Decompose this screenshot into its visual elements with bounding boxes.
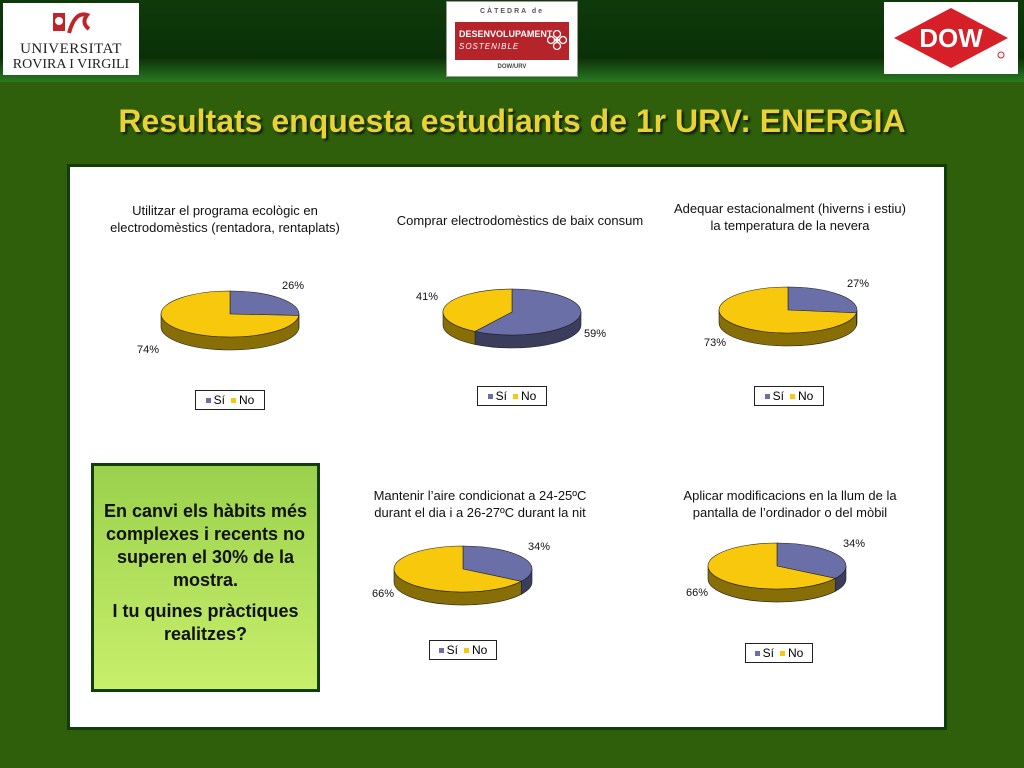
legend-item bbox=[755, 646, 774, 660]
pie-label-no: 74% bbox=[137, 344, 160, 356]
summary-note bbox=[91, 463, 320, 692]
pie-label-si: 34% bbox=[843, 538, 866, 550]
pie-label-si: 59% bbox=[584, 328, 607, 340]
pie-label-no: 66% bbox=[372, 588, 395, 600]
legend-label: Sí bbox=[446, 643, 458, 657]
legend-swatch bbox=[780, 651, 785, 656]
catedra-logo-line3: SOSTENIBLE bbox=[459, 42, 520, 51]
chart-title: Comprar electrodomèstics de baix consum bbox=[396, 213, 644, 228]
urv-logo-line1: UNIVERSITAT bbox=[20, 41, 122, 57]
legend-label: No bbox=[472, 643, 488, 657]
summary-note-line1: En canvi els hàbits més complexes i recents no superen el 30% de la mostra. bbox=[103, 501, 308, 590]
legend-label: Sí bbox=[762, 646, 774, 660]
catedra-logo-line1: CÀTEDRA de bbox=[479, 8, 545, 15]
pie-label-no: 73% bbox=[704, 337, 727, 349]
chart-title: Aplicar modificacions en la llum de la pantalla de l’ordinador o del mòbil bbox=[683, 488, 897, 520]
chart-title: Adequar estacionalment (hiverns i estiu) la temperatura de la nevera bbox=[674, 201, 906, 233]
legend-label: No bbox=[239, 393, 255, 407]
legend-label: Sí bbox=[213, 393, 225, 407]
legend-label: Sí bbox=[772, 389, 784, 403]
legend-label: No bbox=[798, 389, 814, 403]
pie-label-no: 41% bbox=[416, 291, 439, 303]
pie-label-si: 27% bbox=[847, 278, 870, 290]
legend-item bbox=[780, 646, 803, 660]
legend-label: Sí bbox=[495, 389, 507, 403]
pie-label-si: 26% bbox=[282, 280, 305, 292]
legend-swatch bbox=[755, 651, 760, 656]
pie-label-si: 34% bbox=[528, 541, 551, 553]
catedra-logo-line4: DOW/URV bbox=[497, 64, 527, 70]
summary-note-line2: I tu quines pràctiques realitzes? bbox=[112, 601, 299, 644]
chart-title: Utilitzar el programa ecològic en electrodomèstics (rentadora, rentaplats) bbox=[110, 203, 340, 235]
slide-title: Resultats enquesta estudiants de 1r URV: ENERGIA bbox=[118, 103, 906, 139]
chart-title: Mantenir l’aire condicionat a 24-25ºC durant el dia i a 26-27ºC durant la nit bbox=[373, 488, 587, 520]
urv-logo-line2: ROVIRA I VIRGILI bbox=[12, 57, 130, 72]
legend-label: No bbox=[521, 389, 537, 403]
legend-label: No bbox=[788, 646, 804, 660]
catedra-logo-line2: DESENVOLUPAMENT bbox=[459, 29, 553, 39]
pie-label-no: 66% bbox=[686, 587, 709, 599]
dow-logo-text: DOW bbox=[919, 23, 983, 53]
chart-legend bbox=[745, 643, 813, 663]
